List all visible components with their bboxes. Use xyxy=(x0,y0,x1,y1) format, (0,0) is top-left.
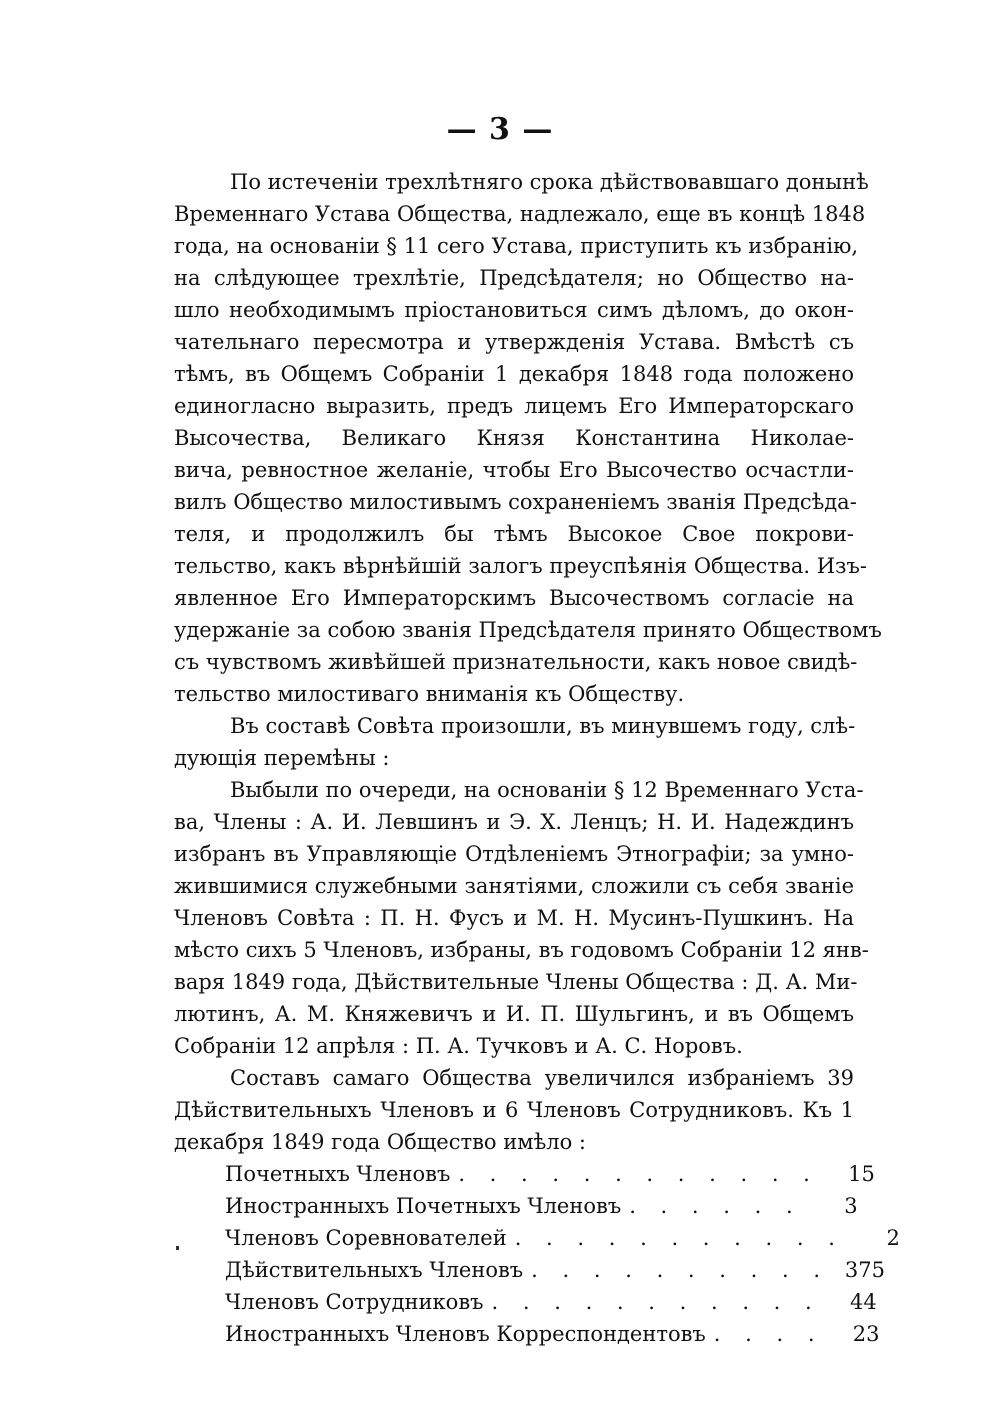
text-line: шло необходимымъ пріостановиться симъ дѣломъ, до окон- xyxy=(174,298,854,322)
dot-leader: . . . . . . . . . . . xyxy=(514,1226,844,1250)
dot-leader: . . . . xyxy=(713,1322,824,1346)
text-line: Членовъ Совѣта : П. Н. Фусъ и М. Н. Мусинъ-Пушкинъ. На xyxy=(174,906,854,930)
text-line: По истеченіи трехлѣтняго срока дѣйствовавшаго донынѣ xyxy=(230,170,869,194)
tally-value: 375 xyxy=(844,1258,886,1282)
text-line: тельство милостиваго вниманія къ Обществу. xyxy=(174,682,685,706)
dot-leader: . . . . . . . . . . . . xyxy=(458,1162,819,1186)
tally-label: Почетныхъ Членовъ xyxy=(225,1162,451,1186)
page-number: — 3 — xyxy=(446,112,554,147)
dot-leader: . . . . . . . . . . xyxy=(531,1258,830,1282)
tally-value: 44 xyxy=(849,1290,877,1314)
tally-row xyxy=(225,1318,880,1350)
margin-ink-speck xyxy=(176,1246,179,1250)
dot-leader: . . . . . . . . . . . xyxy=(491,1290,821,1314)
text-line: Въ составѣ Совѣта произошли, въ минувшемъ году, слѣ- xyxy=(230,714,856,738)
text-line: лютинъ, А. М. Княжевичъ и И. П. Шульгинъ, и въ Общемъ xyxy=(174,1002,854,1026)
text-line: Выбыли по очереди, на основаніи § 12 Временнаго Уста- xyxy=(230,778,864,802)
tally-label: Иностранныхъ Почетныхъ Членовъ xyxy=(225,1194,622,1218)
text-line: Составъ самаго Общества увеличился избраніемъ 39 xyxy=(230,1066,854,1090)
text-line: Высочества, Великаго Князя Константина Николае- xyxy=(174,426,854,450)
tally-value: 15 xyxy=(848,1162,875,1186)
tally-row xyxy=(225,1222,900,1254)
text-line: дующія перемѣны : xyxy=(174,746,390,770)
text-line: теля, и продолжилъ бы тѣмъ Высокое Свое покрови- xyxy=(174,522,854,546)
tally-row xyxy=(225,1158,875,1190)
text-line: удержаніе за собою званія Предсѣдателя принято Обществомъ xyxy=(174,618,882,642)
text-line: варя 1849 года, Дѣйствительные Члены Общества : Д. А. Ми- xyxy=(174,970,858,994)
text-line: Временнаго Устава Общества, надлежало, еще въ концѣ 1848 xyxy=(174,202,866,226)
text-line: избранъ въ Управляющіе Отдѣленіемъ Этнографіи; за умно- xyxy=(174,842,854,866)
text-line: Собраніи 12 апрѣля : П. А. Тучковъ и А. С. Норовъ. xyxy=(174,1034,743,1058)
text-line: ва, Члены : А. И. Левшинъ и Э. Х. Ленцъ; Н. И. Надеждинъ xyxy=(174,810,854,834)
text-line: декабря 1849 года Общество имѣло : xyxy=(174,1130,586,1154)
text-line: вилъ Общество милостивымъ сохраненіемъ званія Предсѣда- xyxy=(174,490,857,514)
text-line: вича, ревностное желаніе, чтобы Его Высочество осчастли- xyxy=(174,458,854,482)
tally-row xyxy=(225,1190,858,1222)
tally-row xyxy=(225,1286,877,1318)
tally-value: 3 xyxy=(844,1194,858,1218)
text-line: явленное Его Императорскимъ Высочествомъ согласіе на xyxy=(174,586,854,610)
dot-leader: . . . . . . xyxy=(629,1194,802,1218)
tally-value: 2 xyxy=(886,1226,900,1250)
text-line: тѣмъ, въ Общемъ Собраніи 1 декабря 1848 года положено xyxy=(174,362,854,386)
text-line: на слѣдующее трехлѣтіе, Предсѣдателя; но Общество на- xyxy=(174,266,854,290)
text-line: мѣсто сихъ 5 Членовъ, избраны, въ годовомъ Собраніи 12 янв- xyxy=(174,938,869,962)
tally-label: Членовъ Соревнователей xyxy=(225,1226,507,1250)
text-line: чательнаго пересмотра и утвержденія Устава. Вмѣстѣ съ xyxy=(174,330,854,354)
tally-label: Дѣйствительныхъ Членовъ xyxy=(225,1258,524,1282)
text-line: жившимися служебными занятіями, сложили съ себя званіе xyxy=(174,874,854,898)
text-line: Дѣйствительныхъ Членовъ и 6 Членовъ Сотрудниковъ. Къ 1 xyxy=(174,1098,854,1122)
tally-value: 23 xyxy=(852,1322,880,1346)
text-line: единогласно выразить, предъ лицемъ Его Императорскаго xyxy=(174,394,854,418)
tally-label: Иностранныхъ Членовъ Корреспондентовъ xyxy=(225,1322,706,1346)
text-line: съ чувствомъ живѣйшей признательности, какъ новое свидѣ- xyxy=(174,650,858,674)
text-line: года, на основаніи § 11 сего Устава, приступить къ избранію, xyxy=(174,234,859,258)
tally-label: Членовъ Сотрудниковъ xyxy=(225,1290,484,1314)
tally-row xyxy=(225,1254,886,1286)
text-line: тельство, какъ вѣрнѣйшій залогъ преуспѣянія Общества. Изъ- xyxy=(174,554,867,578)
